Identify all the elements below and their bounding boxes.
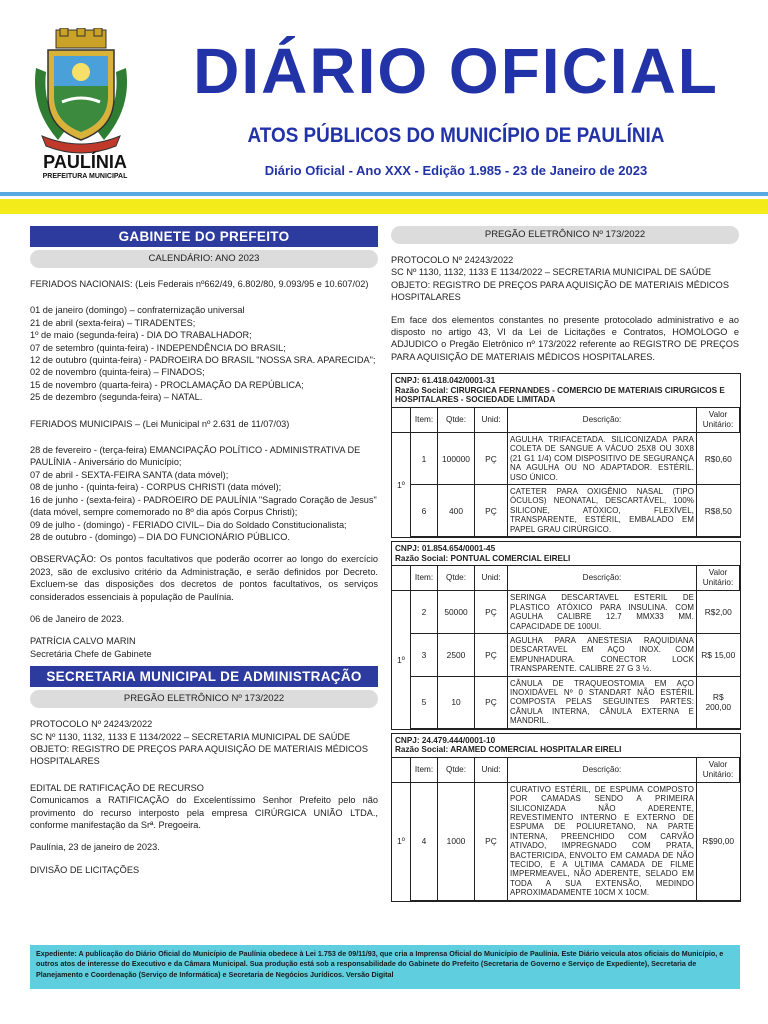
column-header: Item: xyxy=(411,758,438,783)
award-tables xyxy=(391,373,739,901)
valor-cell: R$ 15,00 xyxy=(697,633,740,676)
edital-body: Comunicamos a RATIFICAÇÃO do Excelentíssimo Senhor Prefeito pelo não provimento do recurso interposto pela empresa CIRÚRGICA UNIÃO LTDA., conforme manifestação da Srª. Pregoeira. xyxy=(30,795,378,830)
qtde-cell: 2500 xyxy=(438,633,475,676)
supplier-header xyxy=(392,542,740,566)
feriados-nacionais-heading: FERIADOS NACIONAIS: (Leis Federais nº662/49, 6.802/80, 9.093/95 e 10.607/02) xyxy=(30,279,369,289)
observacao-paragraph: OBSERVAÇÃO: Os pontos facultativos que poderão ocorrer ao longo do exercício 2023, são de exclusivo critério da Administração, e serão definidos por Decreto. Excluem-se das disposições dos decretos de pontos facultativos, os serviços considerados essenciais à população de Paulínia. xyxy=(30,554,378,602)
table-row xyxy=(392,433,740,485)
city-name: PAULÍNIA xyxy=(43,152,127,172)
column-header: Item: xyxy=(411,408,438,433)
feriados-municipais-heading: FERIADOS MUNICIPAIS – (Lei Municipal nº 2.631 de 11/07/03) xyxy=(30,418,290,429)
masthead-subtitle: ATOS PÚBLICOS DO MUNICÍPIO DE PAULÍNIA xyxy=(247,124,665,147)
valor-cell: R$90,00 xyxy=(697,782,740,900)
right-column xyxy=(391,226,739,902)
column-header: Valor Unitário: xyxy=(697,408,740,433)
left-column xyxy=(30,226,378,886)
edital-title: EDITAL DE RATIFICAÇÃO DE RECURSO xyxy=(30,782,204,793)
item-cell: 1 xyxy=(411,433,438,485)
signer-name: PATRÍCIA CALVO MARIN xyxy=(30,636,136,647)
unid-cell: PÇ xyxy=(475,676,508,728)
column-header: Qtde: xyxy=(438,566,475,591)
valor-cell: R$8,50 xyxy=(697,485,740,537)
table-row xyxy=(392,676,740,728)
feriados-municipais-list: 28 de fevereiro - (terça-feira) EMANCIPAÇÃO POLÍTICO - ADMINISTRATIVA DE PAULÍNIA - Aniversário do Município; 07 de abril - SEXTA-FEIRA SANTA (data móvel); 08 de junho - (quinta-feira) - CORPUS CHRISTI (data móvel); 16 de junho - (sexta-feira) - PADROEIRO DE PAULÍNIA "Sagrado Coração de Jesus" (data móvel, sempre comemorado no 8º dia após Corpus Christi); 09 de julho - (domingo) - FERIADO CIVIL– Dia do Soldado Constitucionalista; 28 de outubro - (domingo) – DIA DO FUNCIONÁRIO PÚBLICO. xyxy=(30,445,377,542)
calendar-pill: CALENDÁRIO: ANO 2023 xyxy=(30,250,378,268)
lot-cell: 1º xyxy=(392,433,411,537)
award-table xyxy=(391,733,741,902)
homologo-paragraph: Em face dos elementos constantes no presente protocolado administrativo e ao disposto no artigo 43, VI da Lei de Licitações e Contratos, HOMOLOGO e ADJUDICO o Pregão Eletrônico nº 173/2022 referente ao REGISTRO DE PREÇOS PARA AQUISIÇÃO DE MATERIAIS MÉDICOS HOSPITALARES. xyxy=(391,314,739,362)
valor-cell: R$ 200,00 xyxy=(697,676,740,728)
supplier-razao: Razão Social: ARAMED COMERCIAL HOSPITALAR EIRELI xyxy=(395,745,622,755)
description-cell: CÂNULA DE TRAQUEOSTOMIA EM AÇO INOXIDÁVEL Nº 0 STANDART NÃO ESTÉRIL COMPOSTA PELAS SEGUINTES PARTES: CÂNULA INTERNA, CÂNULA EXTERNA E MANDRIL. xyxy=(508,676,697,728)
unid-cell: PÇ xyxy=(475,591,508,634)
division-name: DIVISÃO DE LICITAÇÕES xyxy=(30,864,140,875)
column-header: Qtde: xyxy=(438,758,475,783)
supplier-razao: Razão Social: PONTUAL COMERCIAL EIRELI xyxy=(395,553,571,563)
masthead-title: DIÁRIO OFICIAL xyxy=(193,35,719,107)
column-header: Unid: xyxy=(475,758,508,783)
section-gabinete: GABINETE DO PREFEITO xyxy=(30,226,378,247)
lot-header-cell xyxy=(392,758,411,783)
table-row xyxy=(392,782,740,900)
table-row xyxy=(392,485,740,537)
edition-line: Diário Oficial - Ano XXX - Edição 1.985 - 23 de Janeiro de 2023 xyxy=(264,163,648,178)
header-band-blue xyxy=(0,192,768,196)
unid-cell: PÇ xyxy=(475,633,508,676)
column-header: Descrição: xyxy=(508,566,697,591)
table-row xyxy=(392,633,740,676)
unid-cell: PÇ xyxy=(475,782,508,900)
supplier-header xyxy=(392,734,740,758)
lot-cell: 1º xyxy=(392,782,411,900)
column-header: Item: xyxy=(411,566,438,591)
protocolo-left: PROTOCOLO Nº 24243/2022 SC Nº 1130, 1132, 1133 E 1134/2022 – SECRETARIA MUNICIPAL DE SAÚDE OBJETO: REGISTRO DE PREÇOS PARA AQUISIÇÃO DE MATERIAIS MÉDICOS HOSPITALARES xyxy=(30,719,368,767)
qtde-cell: 1000 xyxy=(438,782,475,900)
coat-of-arms-icon xyxy=(28,28,134,156)
valor-cell: R$2,00 xyxy=(697,591,740,634)
edital-date: Paulínia, 23 de janeiro de 2023. xyxy=(30,842,160,853)
unid-cell: PÇ xyxy=(475,433,508,485)
description-cell: AGULHA TRIFACETADA. SILICONIZADA PARA COLETA DE SANGUE A VÁCUO 25X8 OU 30X8 (21 G1 1/4) COM DISPOSITIVO DE SEGURANÇA NA AGULHA OU NO ADAPTADOR. ESTÉRIL. USO ÚNICO. xyxy=(508,433,697,485)
item-cell: 6 xyxy=(411,485,438,537)
description-cell: CATETER PARA OXIGÊNIO NASAL (TIPO ÓCULOS) NEONATAL, DESCARTÁVEL, 100% SILICONE, ATÓXICO, FLEXÍVEL, TRANSPARENTE, ESTÉRIL, EMBALADO EM PAPEL GRAU CIRÚRGICO. xyxy=(508,485,697,537)
supplier-cnpj: CNPJ: 24.479.444/0001-10 xyxy=(395,735,496,745)
qtde-cell: 100000 xyxy=(438,433,475,485)
feriados-nacionais-list: 01 de janeiro (domingo) – confraternização universal 21 de abril (sexta-feira) – TIRADENTES; 1º de maio (segunda-feira) - DIA DO TRABALHADOR; 07 de setembro (quinta-feira) - INDEPENDÊNCIA DO BRASIL; 12 de outubro (quinta-feira) - PADROEIRA DO BRASIL "NOSSA SRA. APARECIDA"; 02 de novembro (quinta-feira) – FINADOS; 15 de novembro (quarta-feira) - PROCLAMAÇÃO DA REPÚBLICA; 25 de dezembro (segunda-feira) – NATAL. xyxy=(30,305,376,403)
item-cell: 5 xyxy=(411,676,438,728)
pregao-pill-left: PREGÃO ELETRÔNICO Nº 173/2022 xyxy=(30,690,378,708)
description-cell: CURATIVO ESTÉRIL, DE ESPUMA COMPOSTO POR CAMADAS SENDO A PRIMEIRA SILICONIZADA NÃO ADERENTE, REVESTIMENTO INTERNO E EXTERNO DE ESPUMA DE POLIURETANO, NA PARTE INTERNA, PREENCHIDO COM CARVÃO ATIVADO, IMPREGNADO COM PRATA, BACTERICIDA, ENVOLTO EM CAMADA DE NÃO TECIDO, E A ULTIMA CAMADA DE FILME IMPERMEAVEL, NÃO ADERENTE, SELADO EM TODA A SUA EXTENSÃO, MEDINDO APROXIMADAMENTE 10CM X 10CM. xyxy=(508,782,697,900)
column-header: Descrição: xyxy=(508,758,697,783)
item-cell: 2 xyxy=(411,591,438,634)
column-header: Qtde: xyxy=(438,408,475,433)
description-cell: SERINGA DESCARTAVEL ESTERIL DE PLASTICO ATÓXICO PARA INSULINA. COM AGULHA CALIBRE 12.7 MMX33 MM. CAPACIDADE DE 100UI. xyxy=(508,591,697,634)
header-band-yellow xyxy=(0,199,768,214)
lot-cell: 1º xyxy=(392,591,411,728)
signer-role: Secretária Chefe de Gabinete xyxy=(30,648,152,659)
signature-date: 06 de Janeiro de 2023. xyxy=(30,613,124,624)
section-administracao: SECRETARIA MUNICIPAL DE ADMINISTRAÇÃO xyxy=(30,666,378,687)
column-header: Valor Unitário: xyxy=(697,758,740,783)
column-header: Unid: xyxy=(475,408,508,433)
qtde-cell: 10 xyxy=(438,676,475,728)
qtde-cell: 400 xyxy=(438,485,475,537)
qtde-cell: 50000 xyxy=(438,591,475,634)
table-row xyxy=(392,591,740,634)
lot-header-cell xyxy=(392,408,411,433)
supplier-cnpj: CNPJ: 61.418.042/0001-31 xyxy=(395,376,496,386)
masthead-header xyxy=(0,0,768,192)
description-cell: AGULHA PARA ANESTESIA RAQUIDIANA DESCARTAVEL EM AÇO INOX. COM EMPUNHADURA. CONECTOR LOCK TRANSPARENTE. CALIBRE 27 G 3 ½. xyxy=(508,633,697,676)
pregao-pill-right: PREGÃO ELETRÔNICO Nº 173/2022 xyxy=(391,226,739,244)
supplier-cnpj: CNPJ: 01.854.654/0001-45 xyxy=(395,544,496,554)
supplier-header xyxy=(392,374,740,408)
city-subtitle: PREFEITURA MUNICIPAL xyxy=(42,173,128,180)
column-header: Descrição: xyxy=(508,408,697,433)
item-cell: 3 xyxy=(411,633,438,676)
item-cell: 4 xyxy=(411,782,438,900)
unid-cell: PÇ xyxy=(475,485,508,537)
award-table xyxy=(391,373,741,538)
column-header: Unid: xyxy=(475,566,508,591)
supplier-razao: Razão Social: CIRURGICA FERNANDES - COMERCIO DE MATERIAIS CIRURGICOS E HOSPITALARES - SOCIEDADE LIMITADA xyxy=(395,385,725,405)
award-table xyxy=(391,541,741,729)
valor-cell: R$0,60 xyxy=(697,433,740,485)
lot-header-cell xyxy=(392,566,411,591)
column-header: Valor Unitário: xyxy=(697,566,740,591)
expediente-footer: Expediente: A publicação do Diário Oficial do Município de Paulínia obedece à Lei 1.753 de 09/11/93, que cria a Imprensa Oficial do Município de Paulínia. Este Diário veicula atos oficiais do Município, e outros atos de interesse do Executivo e da Câmara Municipal. Sua produção está sob a responsabilidade do Gabinete do Prefeito (Secretaria de Governo e Serviço de Expediente), Secretaria de Planejamento e Coordenação (Serviço de Informática) e Secretaria de Negócios Jurídicos. Versão Digital xyxy=(30,945,740,989)
protocolo-right: PROTOCOLO Nº 24243/2022 SC Nº 1130, 1132, 1133 E 1134/2022 – SECRETARIA MUNICIPAL DE SAÚDE OBJETO: REGISTRO DE PREÇOS PARA AQUISIÇÃO DE MATERIAIS MÉDICOS HOSPITALARES xyxy=(391,255,729,303)
